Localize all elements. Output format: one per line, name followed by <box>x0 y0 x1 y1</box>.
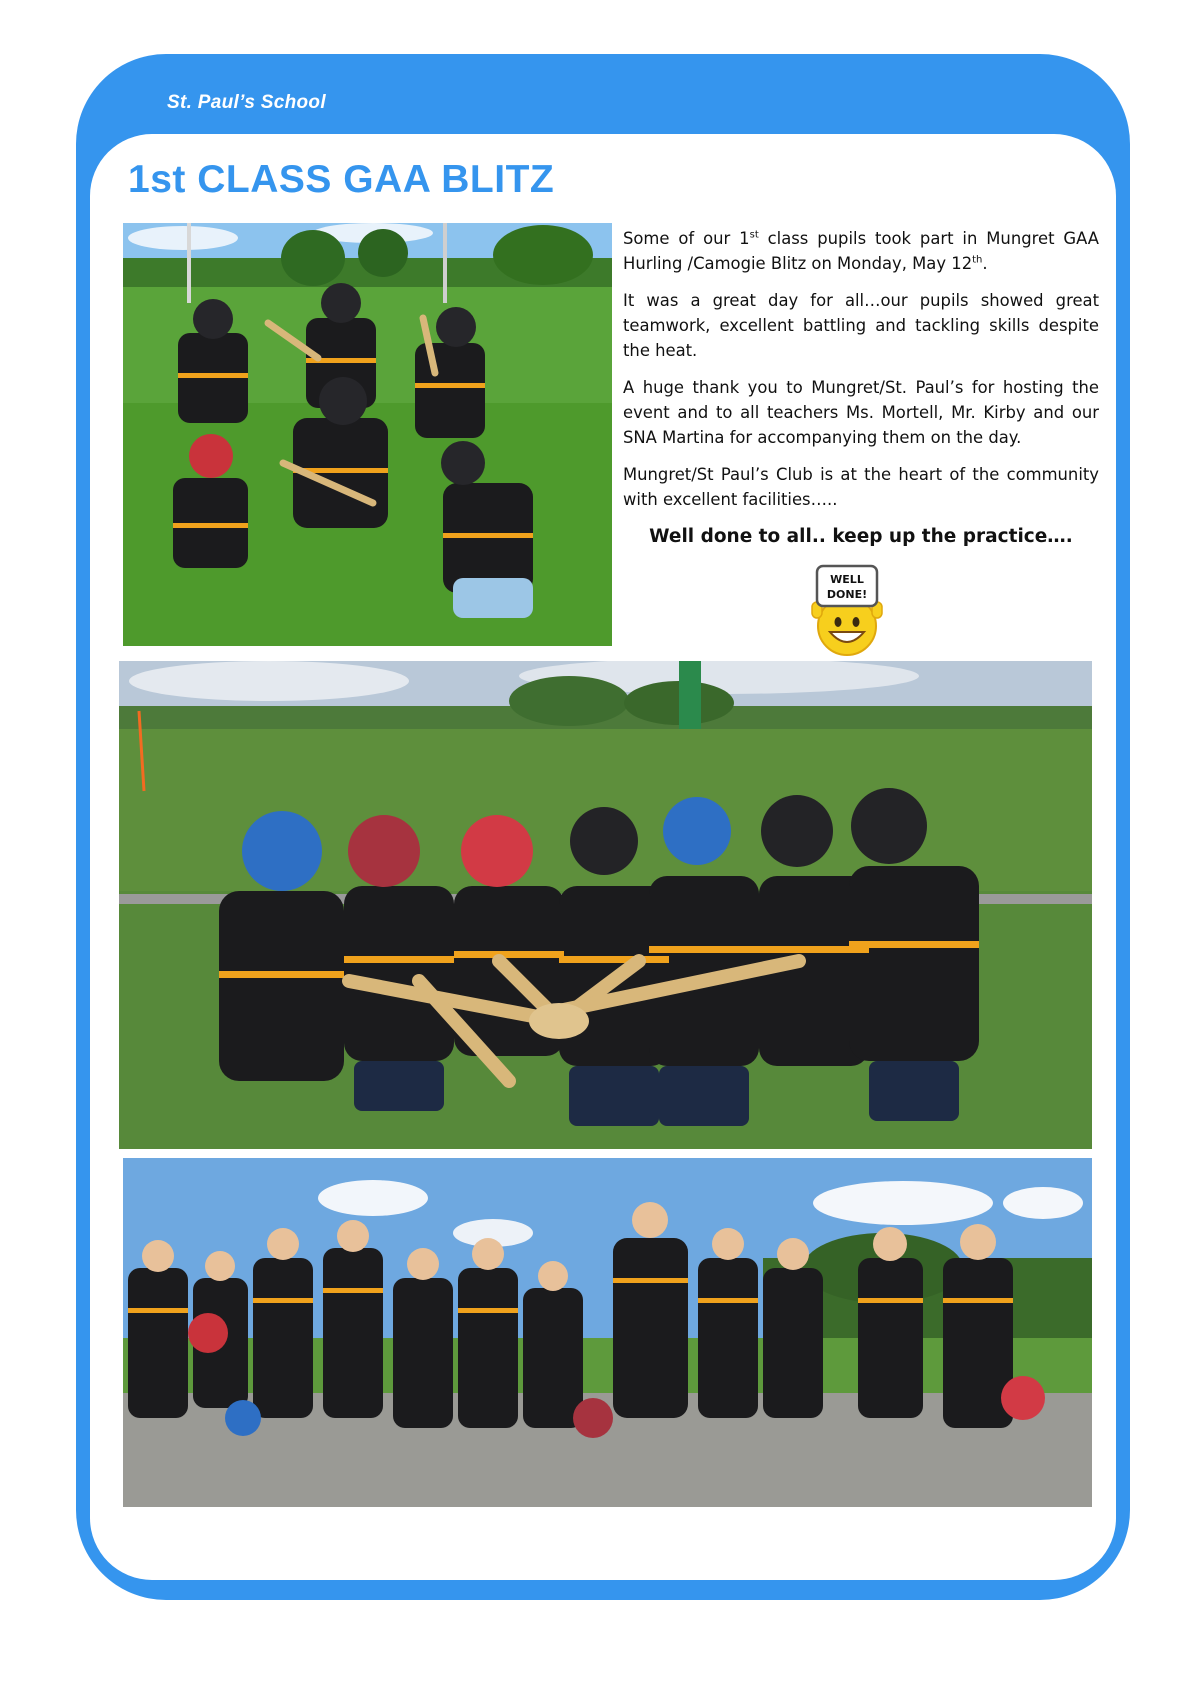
sticker-text-line2: DONE! <box>826 588 868 601</box>
smiley-well-done-icon <box>806 564 888 658</box>
photo-team-crossed-hurleys <box>119 661 1092 1149</box>
page-title: 1st CLASS GAA BLITZ <box>128 158 555 201</box>
article-body <box>623 226 1099 524</box>
article-paragraph-1: Some of our 1st class pupils took part in Mungret GAA Hurling /Camogie Blitz on Monday, May 12th. <box>623 229 1099 273</box>
article-paragraph-3: A huge thank you to Mungret/St. Paul’s for hosting the event and to all teachers Ms. Mortell, Mr. Kirby and our SNA Martina for accompanying them on the day. <box>623 378 1099 447</box>
article-paragraph-4: Mungret/St Paul’s Club is at the heart of the community with excellent facilities….. <box>623 465 1099 509</box>
closing-message: Well done to all.. keep up the practice…. <box>649 526 1073 547</box>
school-name: St. Paul’s School <box>167 92 326 113</box>
sticker-text-line1: WELL <box>830 573 864 586</box>
photo-whole-class <box>123 1158 1092 1507</box>
article-paragraph-2: It was a great day for all…our pupils showed great teamwork, excellent battling and tackling skills despite the heat. <box>623 291 1099 360</box>
photo-team-small-group <box>123 223 612 646</box>
